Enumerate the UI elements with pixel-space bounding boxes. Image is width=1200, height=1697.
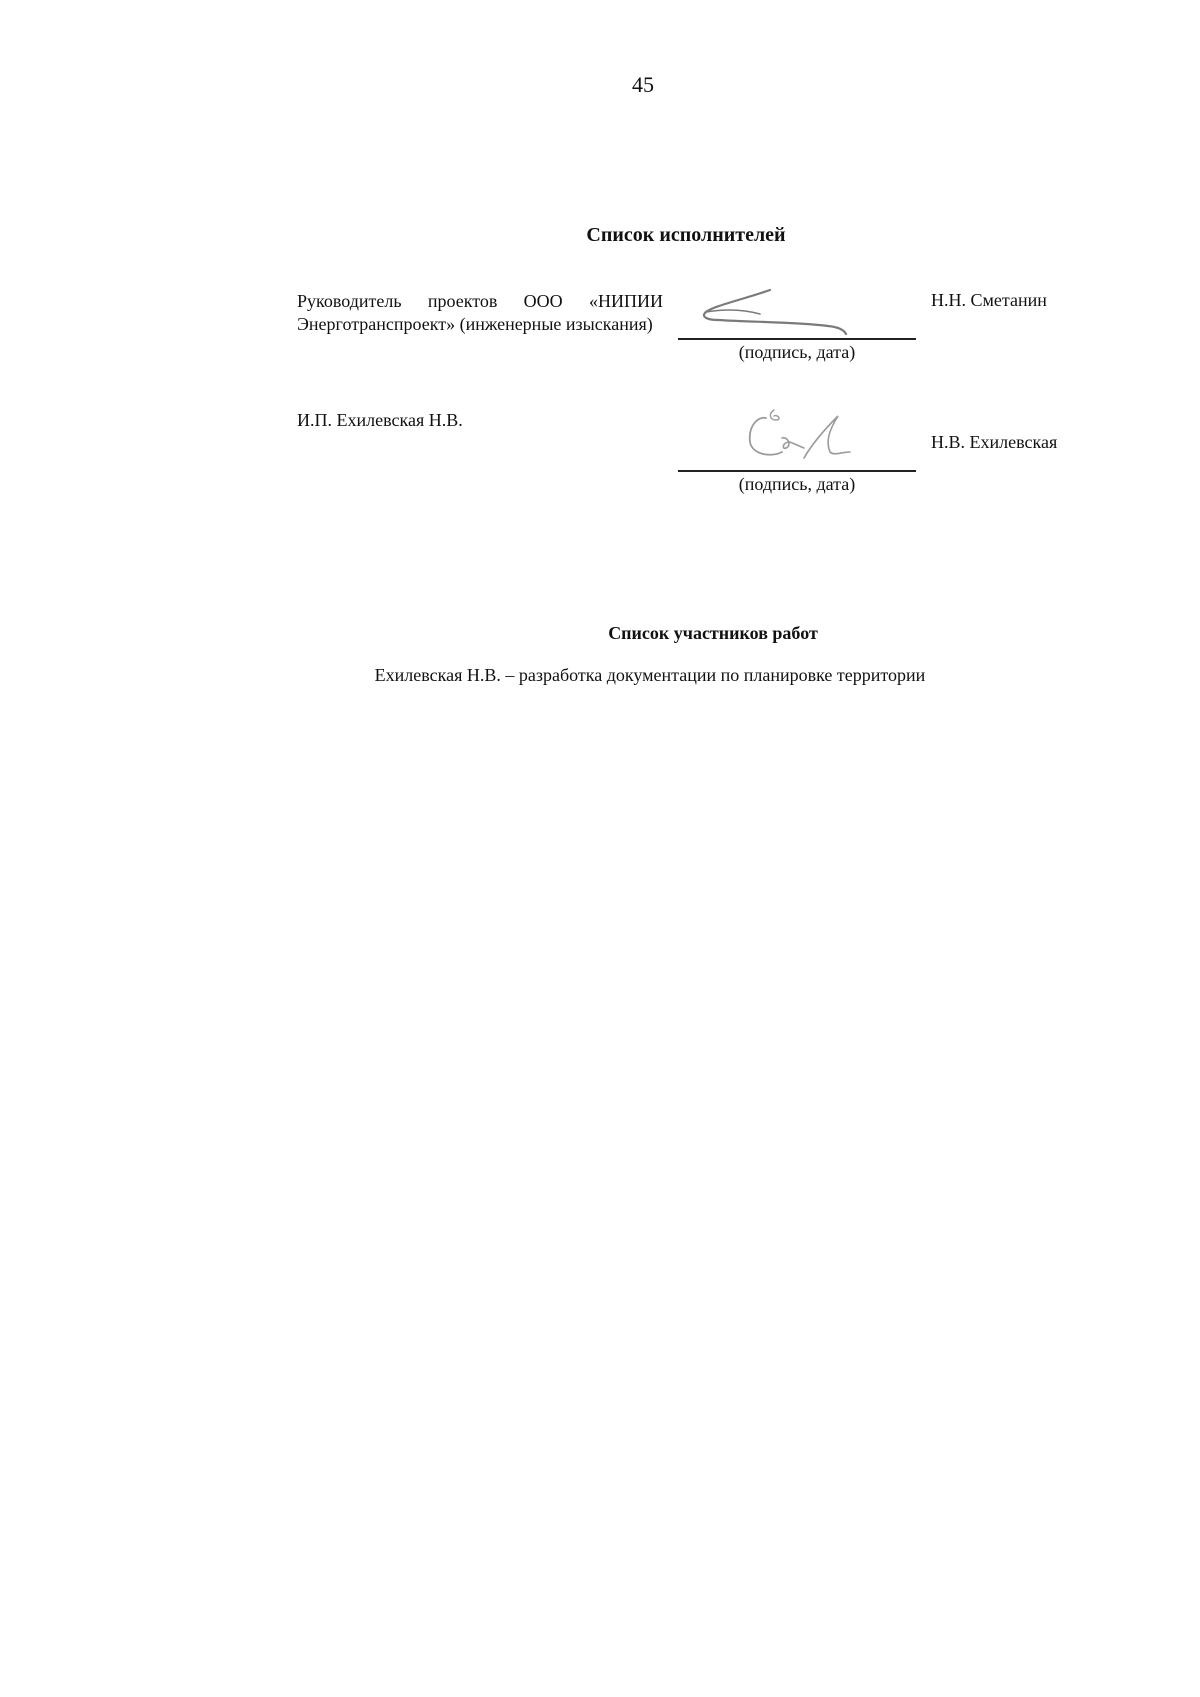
signature-line [678, 338, 916, 340]
page-number: 45 [632, 72, 654, 97]
performer-role: И.П. Ехилевская Н.В. [297, 410, 463, 430]
performer-name: Н.Н. Сметанин [931, 290, 1047, 310]
performers-title: Список исполнителей [586, 224, 786, 246]
signature-caption: (подпись, дата) [738, 474, 856, 494]
signature-field [678, 408, 916, 495]
handwritten-signature-icon [678, 286, 916, 338]
signature-field [678, 286, 916, 363]
performer-role: Руководитель проектов ООО «НИПИИ Энерготранспроект» (инженерные изыскания) [297, 291, 663, 334]
participant-entry: Ехилевская Н.В. – разработка документации по планировке территории [374, 665, 926, 685]
signature-line [678, 470, 916, 472]
performer-name: Н.В. Ехилевская [931, 432, 1058, 452]
signature-caption: (подпись, дата) [738, 342, 856, 362]
handwritten-signature-icon [678, 408, 916, 470]
participants-title: Список участников работ [608, 623, 818, 643]
